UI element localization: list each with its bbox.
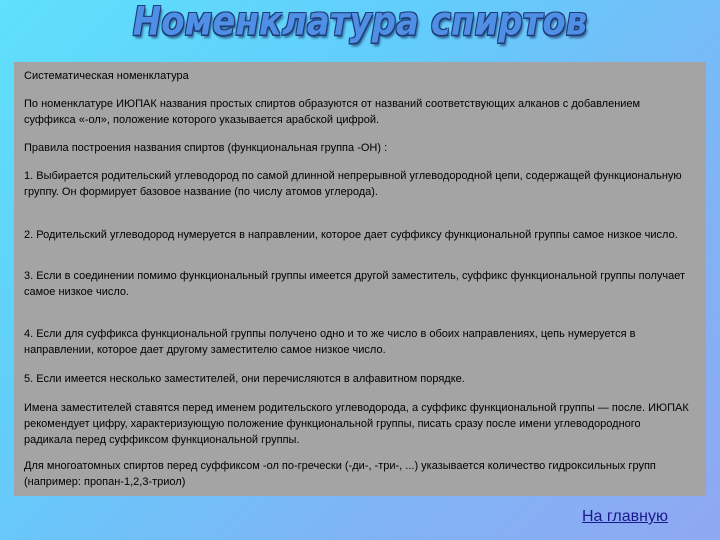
paragraph-polyols: Для многоатомных спиртов перед суффиксом -ол по-гречески (-ди-, -три-, ...) указывается количество гидроксильных групп (например: пропан-1,2,3-триол) (24, 460, 656, 488)
content-panel (14, 62, 706, 496)
paragraph-rule-2: 2. Родительский углеводород нумеруется в направлении, которое дает суффиксу функциональной группы самое низкое число. (24, 229, 678, 241)
paragraph-substituents: Имена заместителей ставятся перед именем родительского углеводорода, а суффикс функциональной группы — после. ИЮПАК рекомендует цифру, характеризующую положение функциональной группы, писать сразу после имени углеводородного радикала перед суффиксом функциональной группы. (24, 402, 689, 446)
paragraph-intro: По номенклатуре ИЮПАК названия простых спиртов образуются от названий соответствующих алканов с добавлением суффикса «-ол», положение которого указывается арабской цифрой. (24, 98, 641, 126)
paragraph-heading: Систематическая номенклатура (24, 70, 189, 82)
paragraph-rule-1: 1. Выбирается родительский углеводород по самой длинной непрерывной углеводородной цепи, содержащей функциональную группу. Он формирует базовое название (по числу атомов углерода). (24, 170, 682, 198)
paragraph-rule-4: 4. Если для суффикса функциональной группы получено одно и то же число в обоих направлениях, цепь нумеруется в направлении, которое дает другому заместителю самое низкое число. (24, 328, 636, 356)
paragraph-rule-3: 3. Если в соединении помимо функциональный группы имеется другой заместитель, суффикс функциональной группы получает самое низкое число. (24, 270, 686, 298)
home-link[interactable]: На главную (582, 508, 668, 525)
page-title: Номенклатура спиртов (132, 0, 588, 45)
paragraph-rule-5: 5. Если имеется несколько заместителей, они перечисляются в алфавитном порядке. (24, 373, 465, 385)
paragraph-rules-heading: Правила построения названия спиртов (функциональная группа -OH) : (24, 142, 388, 154)
